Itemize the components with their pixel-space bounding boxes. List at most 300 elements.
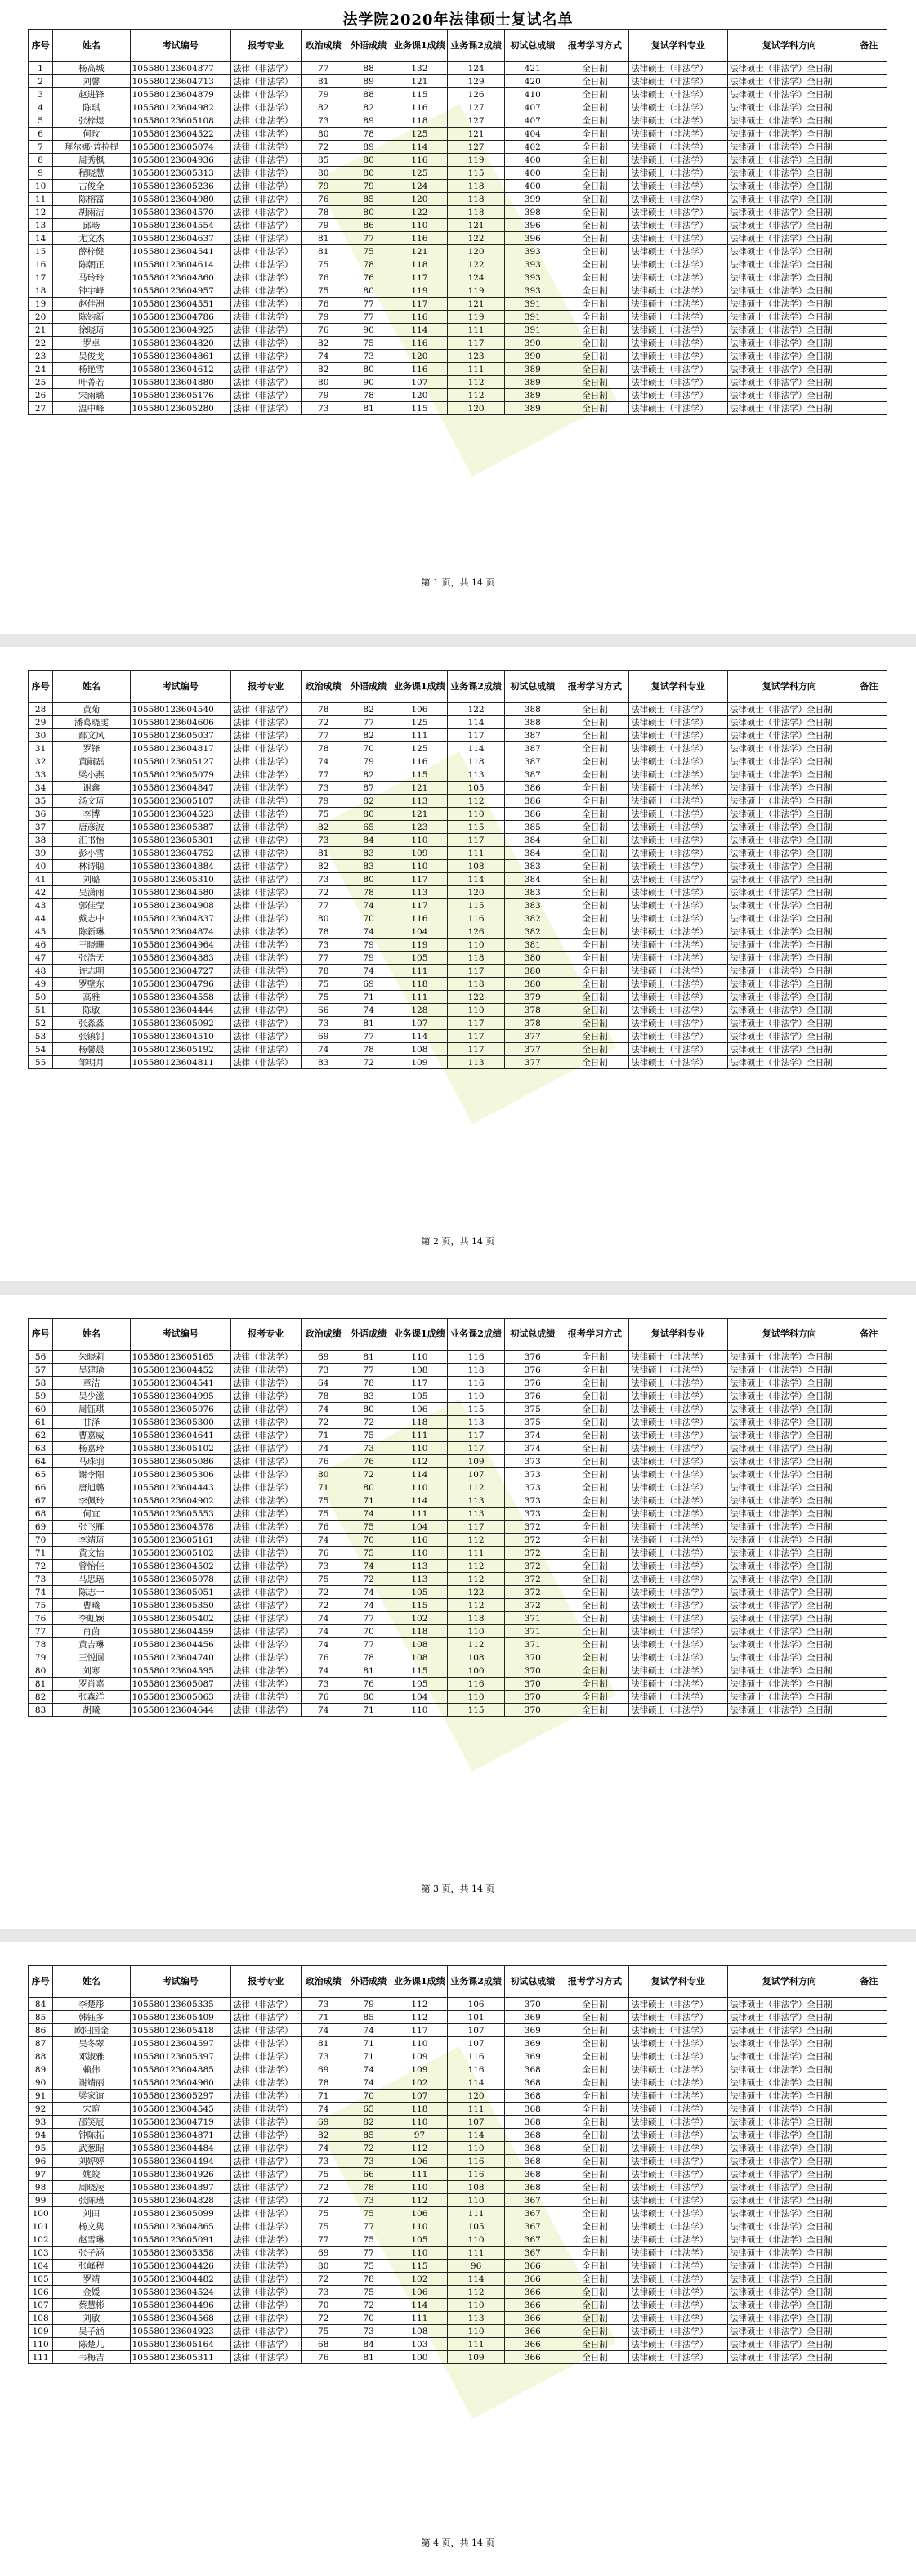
cell-remarks bbox=[851, 899, 887, 912]
cell-politics-score: 73 bbox=[301, 402, 346, 415]
cell-major: 法律（非法学） bbox=[230, 1056, 301, 1069]
cell-subject2-score: 118 bbox=[448, 193, 504, 206]
cell-subject1-score: 114 bbox=[391, 1468, 448, 1481]
cell-subject1-score: 104 bbox=[391, 1691, 448, 1704]
column-header-retest-direction: 复试学科方向 bbox=[727, 1319, 851, 1351]
cell-study-mode: 全日制 bbox=[561, 2273, 628, 2286]
cell-exam-id: 105580123604551 bbox=[130, 298, 230, 311]
cell-retest-major: 法律硕士（非法学） bbox=[628, 2260, 727, 2273]
cell-major: 法律（非法学） bbox=[230, 2011, 301, 2024]
cell-subject2-score: 117 bbox=[448, 1442, 504, 1455]
cell-subject2-score: 127 bbox=[448, 141, 504, 154]
cell-remarks bbox=[851, 1429, 887, 1442]
cell-seq: 81 bbox=[29, 1678, 53, 1691]
cell-seq: 25 bbox=[29, 376, 53, 389]
cell-retest-major: 法律硕士（非法学） bbox=[628, 2233, 727, 2247]
cell-politics-score: 81 bbox=[301, 245, 346, 258]
cell-politics-score: 74 bbox=[301, 1043, 346, 1056]
cell-subject1-score: 115 bbox=[391, 402, 448, 415]
cell-total-score: 383 bbox=[504, 860, 561, 873]
cell-total-score: 370 bbox=[504, 1651, 561, 1664]
cell-total-score: 393 bbox=[504, 245, 561, 258]
cell-seq: 86 bbox=[29, 2024, 53, 2037]
cell-seq: 92 bbox=[29, 2103, 53, 2116]
cell-name: 杨高城 bbox=[53, 62, 130, 75]
cell-major: 法律（非法学） bbox=[230, 128, 301, 141]
cell-total-score: 389 bbox=[504, 389, 561, 402]
cell-name: 张子涵 bbox=[53, 2247, 130, 2260]
cell-retest-major: 法律硕士（非法学） bbox=[628, 834, 727, 847]
cell-study-mode: 全日制 bbox=[561, 1638, 628, 1651]
cell-name: 程晓慧 bbox=[53, 167, 130, 180]
cell-subject1-score: 113 bbox=[391, 886, 448, 899]
cell-politics-score: 73 bbox=[301, 2286, 346, 2299]
cell-name: 陈敏 bbox=[53, 1004, 130, 1017]
table-row bbox=[29, 2260, 887, 2273]
cell-subject2-score: 120 bbox=[448, 402, 504, 415]
table-row bbox=[29, 363, 887, 376]
cell-subject2-score: 107 bbox=[448, 2116, 504, 2129]
cell-total-score: 387 bbox=[504, 755, 561, 768]
cell-total-score: 373 bbox=[504, 1455, 561, 1468]
cell-retest-direction: 法律硕士（非法学）全日制 bbox=[727, 2312, 851, 2325]
cell-study-mode: 全日制 bbox=[561, 1998, 628, 2011]
cell-retest-major: 法律硕士（非法学） bbox=[628, 1403, 727, 1416]
cell-subject2-score: 121 bbox=[448, 298, 504, 311]
cell-subject2-score: 121 bbox=[448, 219, 504, 232]
table-row bbox=[29, 180, 887, 193]
retest-list-table bbox=[28, 29, 887, 415]
cell-exam-id: 105580123605092 bbox=[130, 1017, 230, 1030]
cell-exam-id: 105580123604541 bbox=[130, 1377, 230, 1390]
cell-name: 罗靖 bbox=[53, 2273, 130, 2286]
cell-subject2-score: 120 bbox=[448, 2090, 504, 2103]
cell-remarks bbox=[851, 2312, 887, 2325]
cell-total-score: 378 bbox=[504, 1017, 561, 1030]
cell-politics-score: 76 bbox=[301, 271, 346, 284]
cell-remarks bbox=[851, 1455, 887, 1468]
cell-seq: 93 bbox=[29, 2116, 53, 2129]
cell-major: 法律（非法学） bbox=[230, 886, 301, 899]
table-row bbox=[29, 1664, 887, 1678]
cell-name: 陈琪 bbox=[53, 101, 130, 114]
table-row bbox=[29, 1364, 887, 1377]
cell-exam-id: 105580123604459 bbox=[130, 1625, 230, 1638]
cell-total-score: 387 bbox=[504, 729, 561, 742]
cell-exam-id: 105580123604595 bbox=[130, 1664, 230, 1678]
cell-retest-direction: 法律硕士（非法学）全日制 bbox=[727, 1612, 851, 1625]
cell-politics-score: 78 bbox=[301, 925, 346, 939]
cell-total-score: 366 bbox=[504, 2260, 561, 2273]
cell-study-mode: 全日制 bbox=[561, 2260, 628, 2273]
cell-remarks bbox=[851, 2103, 887, 2116]
cell-total-score: 376 bbox=[504, 1351, 561, 1364]
cell-retest-major: 法律硕士（非法学） bbox=[628, 1481, 727, 1494]
cell-language-score: 80 bbox=[346, 206, 391, 219]
cell-subject2-score: 126 bbox=[448, 88, 504, 101]
cell-major: 法律（非法学） bbox=[230, 755, 301, 768]
cell-retest-direction: 法律硕士（非法学）全日制 bbox=[727, 1625, 851, 1638]
cell-retest-major: 法律硕士（非法学） bbox=[628, 755, 727, 768]
cell-retest-major: 法律硕士（非法学） bbox=[628, 389, 727, 402]
cell-language-score: 89 bbox=[346, 114, 391, 128]
table-row bbox=[29, 232, 887, 245]
cell-seq: 5 bbox=[29, 114, 53, 128]
cell-name: 古俊全 bbox=[53, 180, 130, 193]
table-row bbox=[29, 1599, 887, 1612]
cell-politics-score: 71 bbox=[301, 1481, 346, 1494]
cell-total-score: 377 bbox=[504, 1043, 561, 1056]
cell-major: 法律（非法学） bbox=[230, 101, 301, 114]
cell-seq: 29 bbox=[29, 716, 53, 729]
cell-major: 法律（非法学） bbox=[230, 337, 301, 350]
cell-language-score: 74 bbox=[346, 899, 391, 912]
cell-subject1-score: 107 bbox=[391, 376, 448, 389]
cell-subject1-score: 117 bbox=[391, 298, 448, 311]
cell-subject2-score: 126 bbox=[448, 925, 504, 939]
cell-remarks bbox=[851, 1364, 887, 1377]
cell-politics-score: 76 bbox=[301, 298, 346, 311]
cell-exam-id: 105580123604897 bbox=[130, 2181, 230, 2194]
cell-major: 法律（非法学） bbox=[230, 703, 301, 716]
cell-seq: 67 bbox=[29, 1494, 53, 1508]
cell-name: 武葱昭 bbox=[53, 2142, 130, 2155]
cell-name: 赖伟 bbox=[53, 2063, 130, 2076]
cell-seq: 106 bbox=[29, 2286, 53, 2299]
cell-study-mode: 全日制 bbox=[561, 782, 628, 795]
cell-retest-direction: 法律硕士（非法学）全日制 bbox=[727, 2142, 851, 2155]
column-header-total-score: 初试总成绩 bbox=[504, 30, 561, 62]
cell-total-score: 367 bbox=[504, 2220, 561, 2233]
column-header-retest-direction: 复试学科方向 bbox=[727, 30, 851, 62]
cell-subject2-score: 123 bbox=[448, 350, 504, 363]
cell-language-score: 77 bbox=[346, 716, 391, 729]
cell-retest-direction: 法律硕士（非法学）全日制 bbox=[727, 1691, 851, 1704]
cell-subject1-score: 119 bbox=[391, 284, 448, 298]
cell-name: 陈新琳 bbox=[53, 925, 130, 939]
cell-remarks bbox=[851, 193, 887, 206]
column-header-name: 姓名 bbox=[53, 30, 130, 62]
cell-major: 法律（非法学） bbox=[230, 821, 301, 834]
cell-remarks bbox=[851, 1521, 887, 1534]
cell-total-score: 368 bbox=[504, 2103, 561, 2116]
cell-remarks bbox=[851, 1017, 887, 1030]
cell-retest-direction: 法律硕士（非法学）全日制 bbox=[727, 1468, 851, 1481]
column-header-name: 姓名 bbox=[53, 1319, 130, 1351]
cell-major: 法律（非法学） bbox=[230, 232, 301, 245]
cell-exam-id: 105580123604817 bbox=[130, 742, 230, 755]
cell-study-mode: 全日制 bbox=[561, 1534, 628, 1547]
cell-exam-id: 105580123604936 bbox=[130, 154, 230, 167]
cell-retest-direction: 法律硕士（非法学）全日制 bbox=[727, 1534, 851, 1547]
cell-retest-major: 法律硕士（非法学） bbox=[628, 1390, 727, 1403]
cell-name: 甘泽 bbox=[53, 1416, 130, 1429]
cell-subject2-score: 101 bbox=[448, 2011, 504, 2024]
cell-study-mode: 全日制 bbox=[561, 2325, 628, 2338]
cell-politics-score: 73 bbox=[301, 2155, 346, 2168]
cell-politics-score: 73 bbox=[301, 834, 346, 847]
cell-retest-direction: 法律硕士（非法学）全日制 bbox=[727, 154, 851, 167]
cell-seq: 68 bbox=[29, 1508, 53, 1521]
cell-politics-score: 72 bbox=[301, 2273, 346, 2286]
cell-major: 法律（非法学） bbox=[230, 965, 301, 978]
cell-study-mode: 全日制 bbox=[561, 978, 628, 991]
cell-seq: 104 bbox=[29, 2260, 53, 2273]
cell-name: 宋暄 bbox=[53, 2103, 130, 2116]
cell-major: 法律（非法学） bbox=[230, 2037, 301, 2050]
cell-language-score: 79 bbox=[346, 952, 391, 965]
cell-retest-direction: 法律硕士（非法学）全日制 bbox=[727, 925, 851, 939]
cell-politics-score: 72 bbox=[301, 2181, 346, 2194]
cell-study-mode: 全日制 bbox=[561, 2194, 628, 2207]
cell-study-mode: 全日制 bbox=[561, 337, 628, 350]
cell-retest-major: 法律硕士（非法学） bbox=[628, 2207, 727, 2220]
cell-remarks bbox=[851, 873, 887, 886]
table-row bbox=[29, 2090, 887, 2103]
cell-retest-major: 法律硕士（非法学） bbox=[628, 1364, 727, 1377]
cell-seq: 23 bbox=[29, 350, 53, 363]
cell-seq: 61 bbox=[29, 1416, 53, 1429]
cell-retest-major: 法律硕士（非法学） bbox=[628, 2247, 727, 2260]
cell-name: 章洁 bbox=[53, 1377, 130, 1390]
cell-retest-major: 法律硕士（非法学） bbox=[628, 1534, 727, 1547]
cell-retest-direction: 法律硕士（非法学）全日制 bbox=[727, 2181, 851, 2194]
cell-language-score: 77 bbox=[346, 1638, 391, 1651]
cell-subject1-score: 110 bbox=[391, 2220, 448, 2233]
cell-language-score: 74 bbox=[346, 2063, 391, 2076]
cell-name: 杨艳雪 bbox=[53, 363, 130, 376]
cell-name: 李博 bbox=[53, 808, 130, 821]
cell-language-score: 71 bbox=[346, 2050, 391, 2063]
cell-language-score: 86 bbox=[346, 219, 391, 232]
cell-retest-direction: 法律硕士（非法学）全日制 bbox=[727, 2063, 851, 2076]
cell-exam-id: 105580123605297 bbox=[130, 2090, 230, 2103]
cell-politics-score: 74 bbox=[301, 1704, 346, 1717]
cell-name: 张梓煜 bbox=[53, 114, 130, 128]
cell-total-score: 374 bbox=[504, 1429, 561, 1442]
cell-exam-id: 105580123604828 bbox=[130, 2194, 230, 2207]
cell-language-score: 85 bbox=[346, 193, 391, 206]
cell-politics-score: 73 bbox=[301, 939, 346, 952]
table-row bbox=[29, 1390, 887, 1403]
cell-exam-id: 105580123604545 bbox=[130, 2103, 230, 2116]
cell-subject1-score: 117 bbox=[391, 873, 448, 886]
cell-total-score: 400 bbox=[504, 180, 561, 193]
cell-politics-score: 75 bbox=[301, 1573, 346, 1586]
cell-politics-score: 68 bbox=[301, 2338, 346, 2351]
cell-major: 法律（非法学） bbox=[230, 795, 301, 808]
cell-exam-id: 105580123605176 bbox=[130, 389, 230, 402]
cell-remarks bbox=[851, 782, 887, 795]
cell-name: 胡曦 bbox=[53, 1704, 130, 1717]
cell-subject2-score: 127 bbox=[448, 101, 504, 114]
cell-study-mode: 全日制 bbox=[561, 75, 628, 88]
cell-name: 马珠羽 bbox=[53, 1455, 130, 1468]
cell-subject1-score: 114 bbox=[391, 324, 448, 337]
cell-seq: 78 bbox=[29, 1638, 53, 1651]
cell-language-score: 70 bbox=[346, 1625, 391, 1638]
cell-remarks bbox=[851, 768, 887, 782]
cell-language-score: 87 bbox=[346, 782, 391, 795]
cell-total-score: 372 bbox=[504, 1534, 561, 1547]
cell-name: 潘葛晓雯 bbox=[53, 716, 130, 729]
cell-retest-major: 法律硕士（非法学） bbox=[628, 206, 727, 219]
cell-total-score: 367 bbox=[504, 2233, 561, 2247]
cell-retest-direction: 法律硕士（非法学）全日制 bbox=[727, 1704, 851, 1717]
cell-exam-id: 105580123604847 bbox=[130, 782, 230, 795]
table-header-row bbox=[29, 1319, 887, 1351]
cell-retest-major: 法律硕士（非法学） bbox=[628, 2181, 727, 2194]
cell-seq: 90 bbox=[29, 2076, 53, 2090]
cell-name: 曹嘉威 bbox=[53, 1429, 130, 1442]
cell-name: 邓淑雅 bbox=[53, 2050, 130, 2063]
cell-subject2-score: 107 bbox=[448, 1468, 504, 1481]
cell-remarks bbox=[851, 834, 887, 847]
cell-subject2-score: 122 bbox=[448, 991, 504, 1004]
cell-study-mode: 全日制 bbox=[561, 1573, 628, 1586]
cell-politics-score: 75 bbox=[301, 284, 346, 298]
cell-retest-major: 法律硕士（非法学） bbox=[628, 2286, 727, 2299]
cell-name: 罗肖嘉 bbox=[53, 1678, 130, 1691]
cell-language-score: 79 bbox=[346, 939, 391, 952]
cell-study-mode: 全日制 bbox=[561, 2338, 628, 2351]
column-header-subject1-score: 业务课1成绩 bbox=[391, 1966, 448, 1998]
cell-seq: 101 bbox=[29, 2220, 53, 2233]
cell-retest-direction: 法律硕士（非法学）全日制 bbox=[727, 965, 851, 978]
cell-politics-score: 78 bbox=[301, 206, 346, 219]
cell-subject1-score: 115 bbox=[391, 768, 448, 782]
cell-major: 法律（非法学） bbox=[230, 284, 301, 298]
cell-major: 法律（非法学） bbox=[230, 258, 301, 271]
cell-language-score: 75 bbox=[346, 1521, 391, 1534]
cell-name: 彭小雪 bbox=[53, 847, 130, 860]
cell-seq: 75 bbox=[29, 1599, 53, 1612]
cell-subject1-score: 105 bbox=[391, 1390, 448, 1403]
cell-retest-direction: 法律硕士（非法学）全日制 bbox=[727, 245, 851, 258]
cell-total-score: 384 bbox=[504, 834, 561, 847]
cell-exam-id: 105580123604426 bbox=[130, 2260, 230, 2273]
cell-remarks bbox=[851, 376, 887, 389]
cell-politics-score: 75 bbox=[301, 978, 346, 991]
cell-retest-major: 法律硕士（非法学） bbox=[628, 1599, 727, 1612]
table-row bbox=[29, 88, 887, 101]
cell-seq: 57 bbox=[29, 1364, 53, 1377]
cell-remarks bbox=[851, 284, 887, 298]
cell-language-score: 75 bbox=[346, 2207, 391, 2220]
column-header-subject1-score: 业务课1成绩 bbox=[391, 671, 448, 703]
cell-subject2-score: 112 bbox=[448, 376, 504, 389]
cell-exam-id: 105580123604923 bbox=[130, 2325, 230, 2338]
cell-name: 温中峰 bbox=[53, 402, 130, 415]
cell-total-score: 377 bbox=[504, 1030, 561, 1043]
column-header-language-score: 外语成绩 bbox=[346, 1319, 391, 1351]
cell-subject2-score: 118 bbox=[448, 755, 504, 768]
cell-name: 罗锋 bbox=[53, 742, 130, 755]
column-header-study-mode: 报考学习方式 bbox=[561, 671, 628, 703]
cell-politics-score: 74 bbox=[301, 1664, 346, 1678]
cell-exam-id: 105580123605091 bbox=[130, 2233, 230, 2247]
cell-remarks bbox=[851, 1390, 887, 1403]
table-row bbox=[29, 2325, 887, 2338]
table-row bbox=[29, 782, 887, 795]
cell-study-mode: 全日制 bbox=[561, 742, 628, 755]
cell-name: 邵笑辰 bbox=[53, 2116, 130, 2129]
cell-retest-major: 法律硕士（非法学） bbox=[628, 2155, 727, 2168]
cell-name: 何玫 bbox=[53, 128, 130, 141]
cell-subject2-score: 100 bbox=[448, 1664, 504, 1678]
cell-language-score: 80 bbox=[346, 363, 391, 376]
cell-retest-direction: 法律硕士（非法学）全日制 bbox=[727, 912, 851, 925]
cell-study-mode: 全日制 bbox=[561, 729, 628, 742]
cell-seq: 6 bbox=[29, 128, 53, 141]
cell-subject2-score: 114 bbox=[448, 2129, 504, 2142]
cell-seq: 55 bbox=[29, 1056, 53, 1069]
cell-language-score: 80 bbox=[346, 1403, 391, 1416]
cell-politics-score: 74 bbox=[301, 2024, 346, 2037]
cell-subject1-score: 110 bbox=[391, 1351, 448, 1364]
cell-retest-direction: 法律硕士（非法学）全日制 bbox=[727, 271, 851, 284]
cell-major: 法律（非法学） bbox=[230, 1351, 301, 1364]
cell-exam-id: 105580123605164 bbox=[130, 2338, 230, 2351]
cell-seq: 43 bbox=[29, 899, 53, 912]
cell-retest-major: 法律硕士（非法学） bbox=[628, 978, 727, 991]
cell-total-score: 387 bbox=[504, 742, 561, 755]
cell-remarks bbox=[851, 2325, 887, 2338]
cell-total-score: 368 bbox=[504, 2155, 561, 2168]
cell-name: 林诗聪 bbox=[53, 860, 130, 873]
cell-total-score: 373 bbox=[504, 1494, 561, 1508]
column-header-total-score: 初试总成绩 bbox=[504, 1966, 561, 1998]
cell-remarks bbox=[851, 1638, 887, 1651]
cell-total-score: 379 bbox=[504, 991, 561, 1004]
cell-subject2-score: 108 bbox=[448, 2181, 504, 2194]
cell-language-score: 74 bbox=[346, 2024, 391, 2037]
cell-remarks bbox=[851, 808, 887, 821]
cell-name: 吴冬翠 bbox=[53, 2037, 130, 2050]
cell-total-score: 391 bbox=[504, 298, 561, 311]
cell-politics-score: 75 bbox=[301, 2168, 346, 2181]
column-header-politics-score: 政治成绩 bbox=[301, 30, 346, 62]
cell-remarks bbox=[851, 141, 887, 154]
cell-subject2-score: 118 bbox=[448, 978, 504, 991]
cell-politics-score: 69 bbox=[301, 2063, 346, 2076]
cell-name: 罗卓 bbox=[53, 337, 130, 350]
cell-subject1-score: 109 bbox=[391, 1056, 448, 1069]
cell-subject2-score: 121 bbox=[448, 128, 504, 141]
table-row bbox=[29, 2338, 887, 2351]
cell-exam-id: 105580123604606 bbox=[130, 716, 230, 729]
cell-exam-id: 105580123604964 bbox=[130, 939, 230, 952]
cell-total-score: 369 bbox=[504, 2011, 561, 2024]
table-row bbox=[29, 1547, 887, 1560]
cell-name: 唐彦波 bbox=[53, 821, 130, 834]
cell-exam-id: 105580123604786 bbox=[130, 311, 230, 324]
cell-subject1-score: 110 bbox=[391, 2247, 448, 2260]
cell-remarks bbox=[851, 703, 887, 716]
cell-major: 法律（非法学） bbox=[230, 2260, 301, 2273]
column-header-name: 姓名 bbox=[53, 671, 130, 703]
cell-retest-direction: 法律硕士（非法学）全日制 bbox=[727, 350, 851, 363]
cell-major: 法律（非法学） bbox=[230, 1521, 301, 1534]
cell-retest-direction: 法律硕士（非法学）全日制 bbox=[727, 860, 851, 873]
cell-subject1-score: 116 bbox=[391, 311, 448, 324]
cell-seq: 3 bbox=[29, 88, 53, 101]
cell-exam-id: 105580123604452 bbox=[130, 1364, 230, 1377]
cell-major: 法律（非法学） bbox=[230, 1416, 301, 1429]
cell-remarks bbox=[851, 1678, 887, 1691]
cell-language-score: 80 bbox=[346, 873, 391, 886]
cell-total-score: 376 bbox=[504, 1377, 561, 1390]
